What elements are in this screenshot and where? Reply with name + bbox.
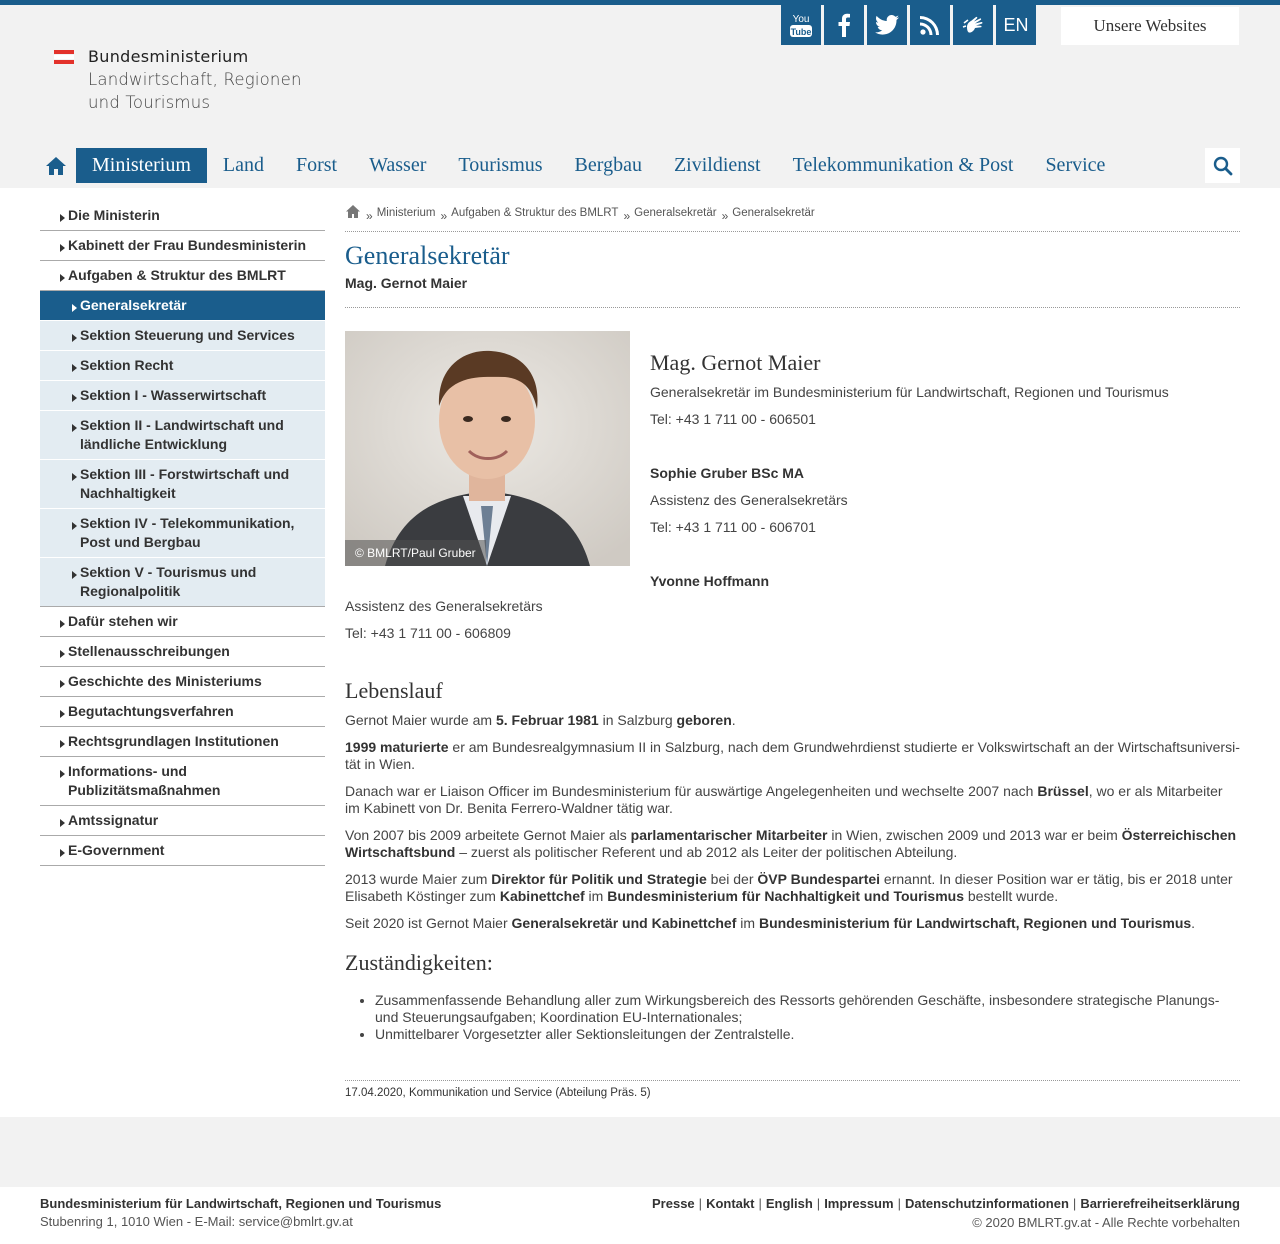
assistant-name: Sophie Gruber BSc MA xyxy=(650,465,805,481)
sidebar-item-label: Geschichte des Ministeriums xyxy=(68,673,262,689)
sidebar xyxy=(40,201,325,866)
sidebar-item-label: Aufgaben & Struktur des BMLRT xyxy=(68,267,286,283)
nav-item-wasser[interactable]: Wasser xyxy=(369,154,427,176)
breadcrumb: » Ministerium » Aufgaben & Struktur des BMLRT » Generalsekretär » Generalsekretär xyxy=(345,200,1240,232)
sidebar-item[interactable] xyxy=(40,261,325,291)
sidebar-item-label: Amtssignatur xyxy=(68,812,159,828)
footer-links: Presse | Kontakt | English | Impressum | Datenschutzinformationen | Barrierefreiheitserklärung xyxy=(652,1196,1240,1211)
sidebar-subitem[interactable] xyxy=(40,509,325,558)
breadcrumb-item[interactable]: Ministerium xyxy=(376,206,436,219)
breadcrumb-item[interactable]: Aufgaben & Struktur des BMLRT xyxy=(451,206,619,219)
nav-item-tourismus[interactable]: Tourismus xyxy=(458,154,543,176)
sidebar-item[interactable] xyxy=(40,201,325,231)
sidebar-item-label: E-Government xyxy=(68,842,165,858)
logo-line-2: Landwirtschaft, Regionen xyxy=(88,70,302,89)
main-content xyxy=(345,200,1240,1042)
assistant-role: Assistenz des Generalsekretärs xyxy=(650,492,848,508)
footer-link-english[interactable]: English xyxy=(765,1196,813,1211)
sidebar-item[interactable] xyxy=(40,231,325,261)
cv-paragraph: Gernot Maier wurde am 5. Februar 1981 in Salzburg geboren. xyxy=(345,712,736,728)
sidebar-item-label: Sektion Recht xyxy=(80,357,174,373)
footer-address: Stubenring 1, 1010 Wien - E-Mail: service@bmlrt.gv.at xyxy=(40,1214,353,1229)
our-websites-button[interactable]: Unsere Websites xyxy=(1061,7,1239,45)
person-name: Mag. Gernot Maier xyxy=(650,350,821,375)
breadcrumb-item[interactable]: Generalsekretär xyxy=(634,206,717,219)
search-icon[interactable] xyxy=(1205,148,1240,183)
sidebar-subitem[interactable] xyxy=(40,411,325,460)
portrait-photo xyxy=(345,331,630,566)
footer-link-impressum[interactable]: Impressum xyxy=(824,1196,894,1211)
main-nav xyxy=(40,148,1121,183)
ministry-logo[interactable] xyxy=(54,47,354,122)
sidebar-item-label: Die Ministerin xyxy=(68,207,160,223)
sidebar-item-label: Sektion IV - Telekommunikation, Post und Bergbau xyxy=(80,515,295,550)
footer-link-presse[interactable]: Presse xyxy=(652,1196,695,1211)
sidebar-subitem[interactable] xyxy=(40,321,325,351)
breadcrumb-item-current: Generalsekretär xyxy=(732,206,815,219)
home-icon[interactable] xyxy=(40,148,72,183)
person-tel[interactable]: Tel: +43 1 711 00 - 606501 xyxy=(650,411,816,427)
social-links xyxy=(781,5,1039,45)
footer-link-kontakt[interactable]: Kontakt xyxy=(706,1196,755,1211)
breadcrumb-home-icon[interactable] xyxy=(345,204,361,222)
youtube-icon[interactable] xyxy=(781,5,821,45)
logo-line-3: und Tourismus xyxy=(88,93,211,112)
logo-line-1: Bundesministerium xyxy=(88,47,249,66)
footer-link-barrierefreiheit[interactable]: Barrierefreiheitserklärung xyxy=(1080,1196,1240,1211)
footer-link-datenschutz[interactable]: Datenschutzinformationen xyxy=(904,1196,1069,1211)
sidebar-subitem[interactable] xyxy=(40,460,325,509)
sidebar-item-label: Informations- und Publizitätsmaßnahmen xyxy=(68,763,221,798)
sidebar-item[interactable] xyxy=(40,757,325,806)
rss-icon[interactable] xyxy=(910,5,950,45)
assistant-name: Yvonne Hoffmann xyxy=(650,573,770,589)
facebook-icon[interactable] xyxy=(824,5,864,45)
sidebar-subitem[interactable] xyxy=(40,351,325,381)
page-title: Generalsekretär xyxy=(345,241,510,270)
sidebar-item[interactable] xyxy=(40,697,325,727)
assistant-tel[interactable]: Tel: +43 1 711 00 - 606701 xyxy=(650,519,816,535)
cv-paragraph: Von 2007 bis 2009 arbeitete Gernot Maier als parlamentarischer Mitarbeiter in Wien, zwischen 2009 und 2013 war er beim Österreichischen Wirtschaftsbund – zuerst als politischer Referent und ab 2012 als Leiter der politischen Abteilung. xyxy=(345,827,1237,860)
sign-language-icon[interactable] xyxy=(953,5,993,45)
cv-section xyxy=(345,678,1240,1043)
page-subtitle: Mag. Gernot Maier xyxy=(345,275,468,291)
sidebar-item-label: Sektion II - Landwirtschaft und ländliche Entwicklung xyxy=(80,417,284,452)
person-role: Generalsekretär im Bundesministerium für Landwirtschaft, Regionen und Tourismus xyxy=(650,384,1169,400)
list-item: • Zusammenfassende Behandlung aller zum Wirkungsbereich des Ressorts gehörenden Geschäfte, insbesondere strategische Planungs- und Steuerungsaufgaben; Koordination EU-Internationales; xyxy=(375,992,1240,1026)
sidebar-item-label: Sektion V - Tourismus und Regionalpolitik xyxy=(80,564,257,599)
contact-card xyxy=(650,350,1240,590)
cv-paragraph: 1999 maturierte er am Bundesrealgymnasium II in Salzburg, nach dem Grundwehrdienst studierte er Volkswirtschaft an der Wirtschaftsuniversi-tät in Wien. xyxy=(345,739,1240,772)
sidebar-item[interactable] xyxy=(40,637,325,667)
sidebar-item[interactable] xyxy=(40,806,325,836)
nav-item-ministerium[interactable]: Ministerium xyxy=(76,148,207,183)
footer-copyright: © 2020 BMLRT.gv.at - Alle Rechte vorbehalten xyxy=(972,1215,1240,1230)
twitter-icon[interactable] xyxy=(867,5,907,45)
page-footnote: 17.04.2020, Kommunikation und Service (Abteilung Präs. 5) xyxy=(345,1080,1240,1099)
sidebar-item[interactable] xyxy=(40,667,325,697)
sidebar-item-label: Stellenausschreibungen xyxy=(68,643,230,659)
cv-paragraph: 2013 wurde Maier zum Direktor für Politik und Strategie bei der ÖVP Bundespartei ernannt. In dieser Position war er tätig, bis er 2018 unter Elisabeth Köstinger zum Kabinettchef im Bundesministerium für Nachhaltigkeit und Tourismus bestellt wurde. xyxy=(345,871,1233,904)
nav-item-forst[interactable]: Forst xyxy=(295,154,338,176)
portrait-illustration xyxy=(345,331,630,566)
sidebar-subitem-active[interactable] xyxy=(40,291,325,321)
sidebar-item[interactable] xyxy=(40,607,325,637)
sidebar-item-label: Rechtsgrundlagen Institutionen xyxy=(68,733,279,749)
sidebar-item-label: Sektion I - Wasserwirtschaft xyxy=(80,387,267,403)
sidebar-subitem[interactable] xyxy=(40,381,325,411)
nav-item-zivildienst[interactable]: Zivildienst xyxy=(673,154,761,176)
duties-heading: Zuständigkeiten: xyxy=(345,950,493,975)
austria-flag-icon xyxy=(54,50,74,64)
nav-item-bergbau[interactable]: Bergbau xyxy=(574,154,642,176)
sidebar-item-label: Dafür stehen wir xyxy=(68,613,178,629)
contact-continued xyxy=(345,598,1240,642)
svg-text:Tube: Tube xyxy=(790,27,812,37)
sidebar-item-label: Sektion III - Forstwirtschaft und Nachhaltigkeit xyxy=(80,466,290,501)
footer-band xyxy=(0,1117,1280,1187)
footer xyxy=(40,1196,1240,1229)
nav-item-land[interactable]: Land xyxy=(222,154,264,176)
svg-text:You: You xyxy=(792,14,810,25)
nav-item-telekommunikation[interactable]: Telekommunikation & Post xyxy=(792,154,1014,176)
duties-list xyxy=(375,992,1240,1043)
photo-caption: © BMLRT/Paul Gruber xyxy=(345,540,486,566)
cv-paragraph: Seit 2020 ist Gernot Maier Generalsekretär und Kabinettchef im Bundesministerium für Landwirtschaft, Regionen und Tourismus. xyxy=(345,915,1196,931)
assistant-role: Assistenz des Generalsekretärs xyxy=(345,598,543,614)
sidebar-item[interactable] xyxy=(40,836,325,866)
language-switch-en[interactable]: EN xyxy=(996,5,1036,45)
sidebar-subitem[interactable] xyxy=(40,558,325,607)
sidebar-item-label: Sektion Steuerung und Services xyxy=(80,327,295,343)
list-item: • Unmittelbarer Vorgesetzter aller Sektionsleitungen der Zentralstelle. xyxy=(375,1026,1240,1043)
sidebar-item-label: Begutachtungsverfahren xyxy=(68,703,234,719)
footer-org: Bundesministerium für Landwirtschaft, Regionen und Tourismus xyxy=(40,1196,442,1211)
sidebar-item[interactable] xyxy=(40,727,325,757)
cv-paragraph: Danach war er Liaison Officer im Bundesministerium für auswärtige Angelegenheiten und wechselte 2007 nach Brüssel, wo er als Mitarbeiter im Kabinett von Dr. Benita Ferrero-Waldner tätig war. xyxy=(345,783,1223,816)
nav-item-service[interactable]: Service xyxy=(1045,154,1106,176)
sidebar-item-label: Generalsekretär xyxy=(80,297,187,313)
sidebar-item-label: Kabinett der Frau Bundesministerin xyxy=(68,237,307,253)
assistant-tel[interactable]: Tel: +43 1 711 00 - 606809 xyxy=(345,625,511,641)
cv-heading: Lebenslauf xyxy=(345,678,443,703)
divider xyxy=(345,307,1240,308)
